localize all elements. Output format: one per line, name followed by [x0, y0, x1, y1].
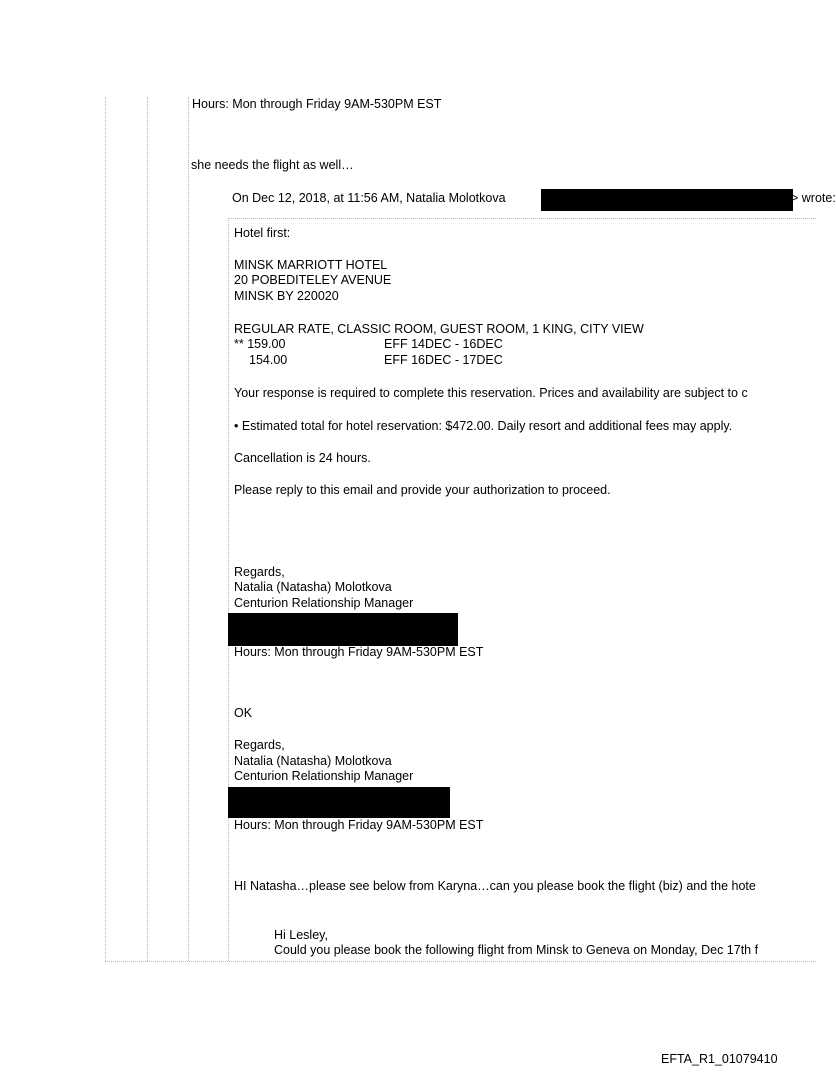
rate-price: ** 159.00	[234, 337, 286, 351]
quote-border-top	[228, 218, 816, 219]
quote-header-prefix: On Dec 12, 2018, at 11:56 AM, Natalia Molotkova	[232, 191, 506, 205]
cancellation-policy: Cancellation is 24 hours.	[234, 451, 371, 465]
rate-line: REGULAR RATE, CLASSIC ROOM, GUEST ROOM, 1 KING, CITY VIEW	[234, 322, 644, 336]
estimated-total: • Estimated total for hotel reservation: $472.00. Daily resort and additional fees may apply.	[234, 419, 733, 433]
signature-line: Regards,	[234, 565, 285, 579]
response-required: Your response is required to complete this reservation. Prices and availability are subject to c	[234, 386, 748, 400]
hotel-address-line: 20 POBEDITELEY AVENUE	[234, 273, 392, 287]
quote-border-left	[228, 218, 229, 961]
table-border-left	[105, 97, 106, 961]
hotel-address-line: MINSK MARRIOTT HOTEL	[234, 258, 388, 272]
rate-price: 154.00	[249, 353, 288, 367]
flight-request-text: Could you please book the following flight from Minsk to Geneva on Monday, Dec 17th f	[274, 943, 759, 957]
hotel-first: Hotel first:	[234, 226, 291, 240]
hi-lesley-text: Hi Lesley,	[274, 928, 328, 942]
table-border-col3	[188, 97, 189, 961]
ok-text: OK	[234, 706, 253, 720]
signature-line: Natalia (Natasha) Molotkova	[234, 754, 392, 768]
hours-line: Hours: Mon through Friday 9AM-530PM EST	[234, 818, 484, 832]
top-hours: Hours: Mon through Friday 9AM-530PM EST	[192, 97, 442, 111]
hotel-address-line: MINSK BY 220020	[234, 289, 339, 303]
table-border-col2	[147, 97, 148, 961]
rate-effective: EFF 14DEC - 16DEC	[384, 337, 503, 351]
redaction-contact	[228, 613, 458, 646]
needs-flight-text: she needs the flight as well…	[191, 158, 354, 172]
rate-effective: EFF 16DEC - 17DEC	[384, 353, 503, 367]
redaction-email	[541, 189, 793, 211]
signature-line: Regards,	[234, 738, 285, 752]
signature-line: Centurion Relationship Manager	[234, 769, 414, 783]
redaction-contact	[228, 787, 450, 818]
document-id: EFTA_R1_01079410	[661, 1052, 778, 1066]
hi-natasha-text: HI Natasha…please see below from Karyna…can you please book the flight (biz) and the hote	[234, 879, 756, 893]
signature-line: Natalia (Natasha) Molotkova	[234, 580, 392, 594]
table-border-bottom	[105, 961, 816, 962]
quote-header-suffix: > wrote:	[791, 191, 836, 205]
hours-line: Hours: Mon through Friday 9AM-530PM EST	[234, 645, 484, 659]
please-reply: Please reply to this email and provide your authorization to proceed.	[234, 483, 611, 497]
signature-line: Centurion Relationship Manager	[234, 596, 414, 610]
